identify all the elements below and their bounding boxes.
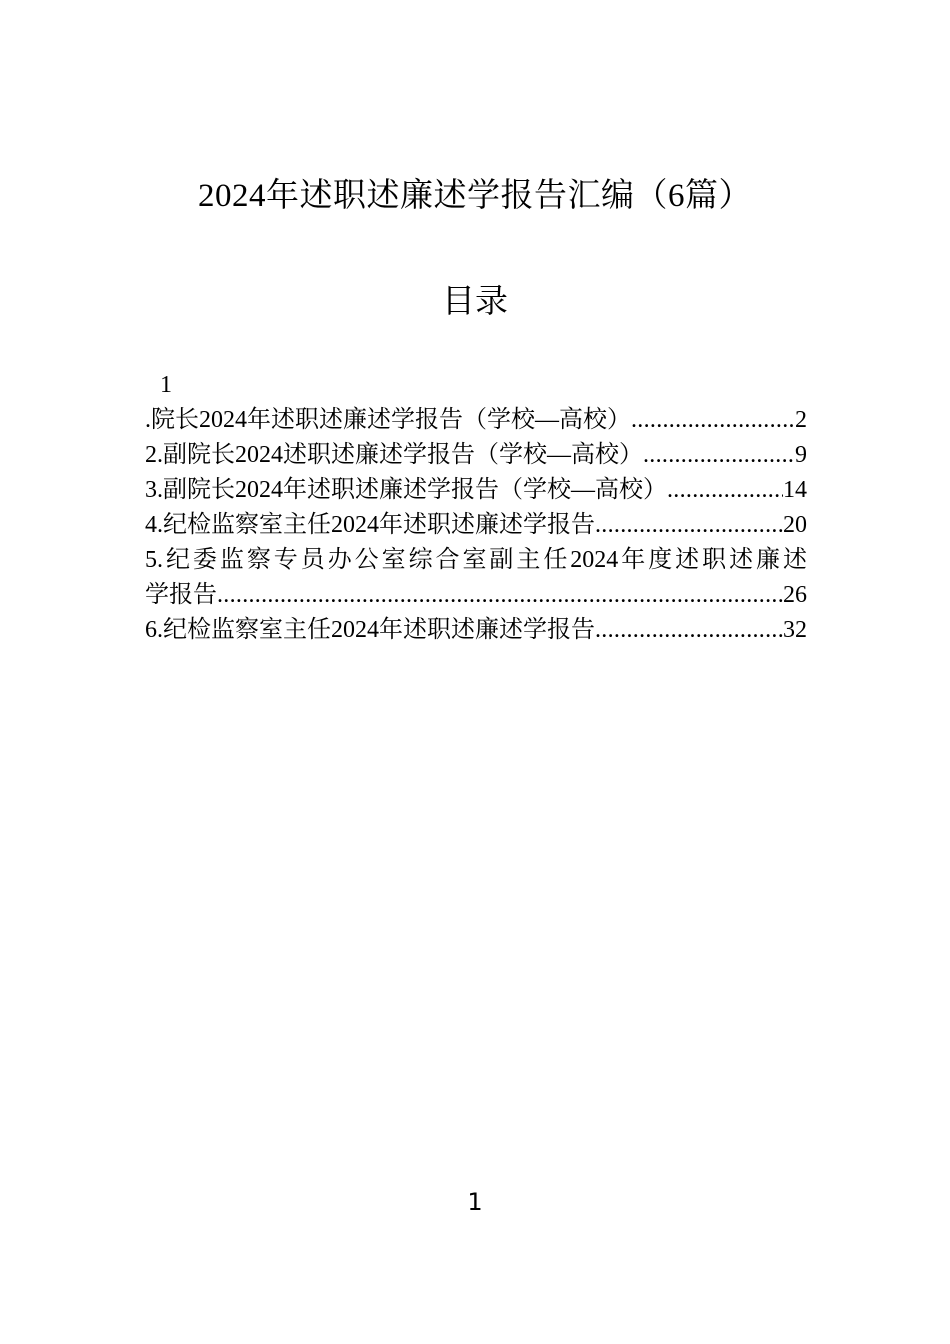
toc-item-title: 3.副院长2024年述职述廉述学报告（学校—高校）	[145, 477, 667, 503]
toc-item-title-line2: 学报告	[145, 582, 217, 608]
toc-item-3[interactable]	[145, 473, 807, 508]
toc-item-4[interactable]	[145, 508, 807, 543]
toc-item-6[interactable]	[145, 613, 807, 648]
toc-leader-dots	[643, 438, 795, 473]
toc-item-page: 26	[783, 582, 807, 608]
table-of-contents	[145, 368, 807, 648]
toc-item-page: 2	[795, 407, 807, 433]
toc-leader-dots	[217, 578, 783, 613]
toc-leader-dots	[595, 508, 783, 543]
toc-item-number-1: 1	[160, 372, 172, 398]
toc-heading: 目录	[442, 284, 508, 320]
toc-item-5[interactable]	[145, 543, 807, 613]
toc-item-page: 20	[783, 512, 807, 538]
toc-item-2[interactable]	[145, 438, 807, 473]
toc-leader-dots	[667, 473, 783, 508]
document-title: 2024年述职述廉述学报告汇编（6篇）	[198, 178, 752, 214]
toc-item-page: 9	[795, 442, 807, 468]
toc-item-page: 32	[783, 617, 807, 643]
toc-leader-dots	[595, 613, 783, 648]
toc-item-title: 4.纪检监察室主任2024年述职述廉述学报告	[145, 512, 595, 538]
toc-item-1[interactable]	[145, 403, 807, 438]
toc-item-title: .院长2024年述职述廉述学报告（学校—高校）	[145, 407, 631, 433]
toc-item-title: 2.副院长2024述职述廉述学报告（学校—高校）	[145, 442, 643, 468]
toc-item-title-line1: 5.纪委监察专员办公室综合室副主任2024年度述职述廉述	[145, 547, 807, 573]
toc-item-page: 14	[783, 477, 807, 503]
toc-leader-dots	[631, 403, 795, 438]
toc-item-title: 6.纪检监察室主任2024年述职述廉述学报告	[145, 617, 595, 643]
page-number: 1	[467, 1188, 483, 1216]
